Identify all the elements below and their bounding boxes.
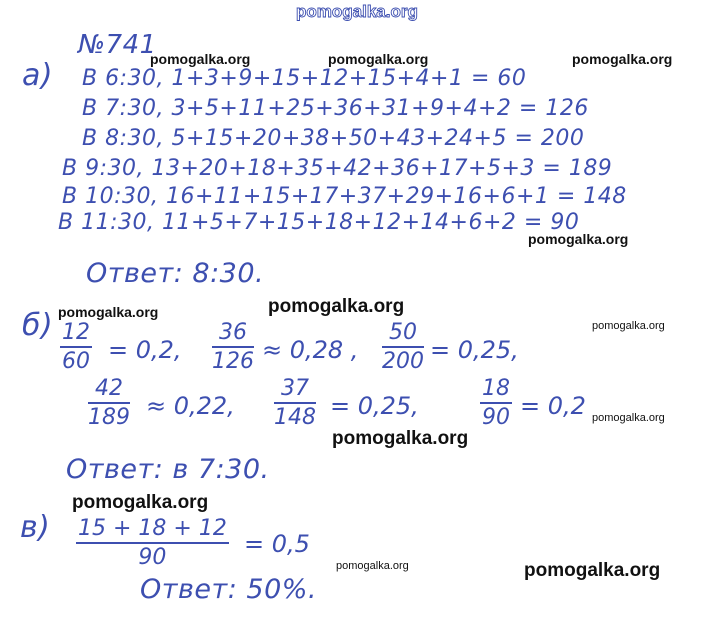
fraction-b6-den: 90 (482, 405, 510, 430)
part-a-line-1: В 6:30, 1+3+9+15+12+15+4+1 = 60 (82, 66, 527, 91)
watermark-top: pomogalka.org (296, 2, 418, 21)
watermark: pomogalka.org (528, 231, 629, 247)
part-a-answer: Ответ: 8:30. (86, 258, 265, 289)
part-a-line-2: В 7:30, 3+5+11+25+36+31+9+4+2 = 126 (82, 96, 589, 121)
fraction-b4 (88, 376, 130, 430)
fraction-v-num: 15 + 18 + 12 (78, 516, 227, 541)
fraction-b3-den: 200 (382, 349, 424, 374)
fraction-bar (480, 402, 512, 404)
part-v-label: в) (20, 510, 51, 545)
watermark: pomogalka.org (150, 51, 251, 67)
fraction-b1-num: 12 (62, 320, 90, 345)
fraction-bar (60, 346, 92, 348)
watermark: pomogalka.org (336, 560, 409, 572)
part-a-line-3: В 8:30, 5+15+20+38+50+43+24+5 = 200 (82, 126, 585, 151)
fraction-b5 (274, 376, 316, 430)
fraction-b6-num: 18 (482, 376, 510, 401)
fraction-b2-result: ≈ 0,28 , (262, 336, 359, 364)
fraction-b4-result: ≈ 0,22, (146, 392, 235, 420)
fraction-bar (274, 402, 316, 404)
watermark: pomogalka.org (572, 51, 673, 67)
watermark: pomogalka.org (328, 51, 429, 67)
watermark: pomogalka.org (268, 296, 405, 317)
fraction-b6 (480, 376, 512, 430)
watermark: pomogalka.org (524, 560, 661, 581)
fraction-v (76, 516, 229, 570)
part-a-line-4: В 9:30, 13+20+18+35+42+36+17+5+3 = 189 (62, 156, 613, 181)
fraction-b5-den: 148 (274, 405, 316, 430)
watermark: pomogalka.org (332, 428, 469, 449)
watermark: pomogalka.org (58, 304, 159, 320)
fraction-b3-num: 50 (389, 320, 417, 345)
part-v-answer: Ответ: 50%. (140, 574, 318, 605)
part-a-line-5: В 10:30, 16+11+15+17+37+29+16+6+1 = 148 (62, 184, 627, 209)
fraction-b2-num: 36 (219, 320, 247, 345)
fraction-b4-den: 189 (88, 405, 130, 430)
part-b-answer: Ответ: в 7:30. (66, 454, 270, 485)
fraction-b4-num: 42 (95, 376, 123, 401)
part-a-line-6: В 11:30, 11+5+7+15+18+12+14+6+2 = 90 (58, 210, 580, 235)
fraction-b1-result: = 0,2, (108, 336, 182, 364)
fraction-b6-result: = 0,2 (520, 392, 586, 420)
problem-number: №741 (78, 30, 157, 60)
fraction-b5-num: 37 (281, 376, 309, 401)
fraction-bar (382, 346, 424, 348)
watermark: pomogalka.org (72, 492, 209, 513)
fraction-b1-den: 60 (62, 349, 90, 374)
fraction-bar (212, 346, 254, 348)
part-a-label: а) (22, 58, 54, 93)
fraction-bar (88, 402, 130, 404)
fraction-b3 (382, 320, 424, 374)
fraction-b2 (212, 320, 254, 374)
fraction-v-den: 90 (138, 545, 167, 570)
fraction-b1 (60, 320, 92, 374)
fraction-b2-den: 126 (212, 349, 254, 374)
watermark: pomogalka.org (592, 412, 665, 424)
part-b-label: б) (22, 308, 54, 343)
fraction-b3-result: = 0,25, (430, 336, 519, 364)
fraction-b5-result: = 0,25, (330, 392, 419, 420)
fraction-bar (76, 542, 229, 544)
fraction-v-result: = 0,5 (244, 530, 310, 558)
watermark: pomogalka.org (592, 320, 665, 332)
